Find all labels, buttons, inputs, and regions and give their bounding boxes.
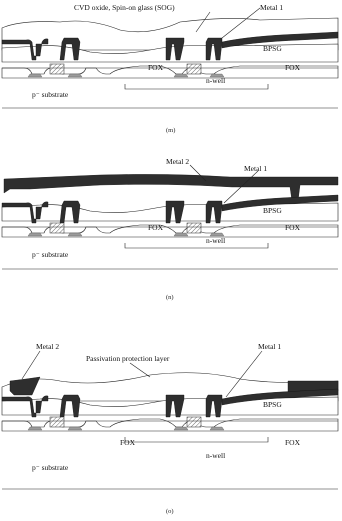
label-metal1: Metal 1 xyxy=(258,342,282,351)
label-bpsg: BPSG xyxy=(263,206,282,215)
label-fox-right: FOX xyxy=(285,438,301,447)
label-metal2: Metal 2 xyxy=(166,157,190,166)
label-metal1: Metal 1 xyxy=(260,3,284,12)
label-fox-left: FOX xyxy=(148,63,164,72)
label-nwell: n-well xyxy=(206,236,226,245)
label-bpsg: BPSG xyxy=(263,44,282,53)
label-substrate: p⁻ substrate xyxy=(32,463,69,472)
caption-n: (n) xyxy=(166,294,174,301)
panel-o xyxy=(2,342,338,515)
label-fox-left: FOX xyxy=(120,438,136,447)
label-passivation: Passivation protection layer xyxy=(86,354,170,363)
label-bpsg: BPSG xyxy=(263,400,282,409)
label-fox-right: FOX xyxy=(285,223,301,232)
panel-n xyxy=(2,157,338,301)
label-nwell: n-well xyxy=(206,451,226,460)
label-fox-left: FOX xyxy=(148,223,164,232)
metal2-layer xyxy=(4,174,338,201)
caption-o: (o) xyxy=(166,508,174,515)
label-metal2: Metal 2 xyxy=(36,342,60,351)
label-metal1: Metal 1 xyxy=(244,164,268,173)
label-fox-right: FOX xyxy=(285,63,301,72)
panel-m xyxy=(2,3,338,134)
caption-m: (m) xyxy=(166,127,176,134)
label-substrate: p⁻ substrate xyxy=(32,90,69,99)
label-cvd: CVD oxide, Spin-on glass (SOG) xyxy=(74,3,175,12)
label-nwell: n-well xyxy=(206,76,226,85)
label-substrate: p⁻ substrate xyxy=(32,250,69,259)
